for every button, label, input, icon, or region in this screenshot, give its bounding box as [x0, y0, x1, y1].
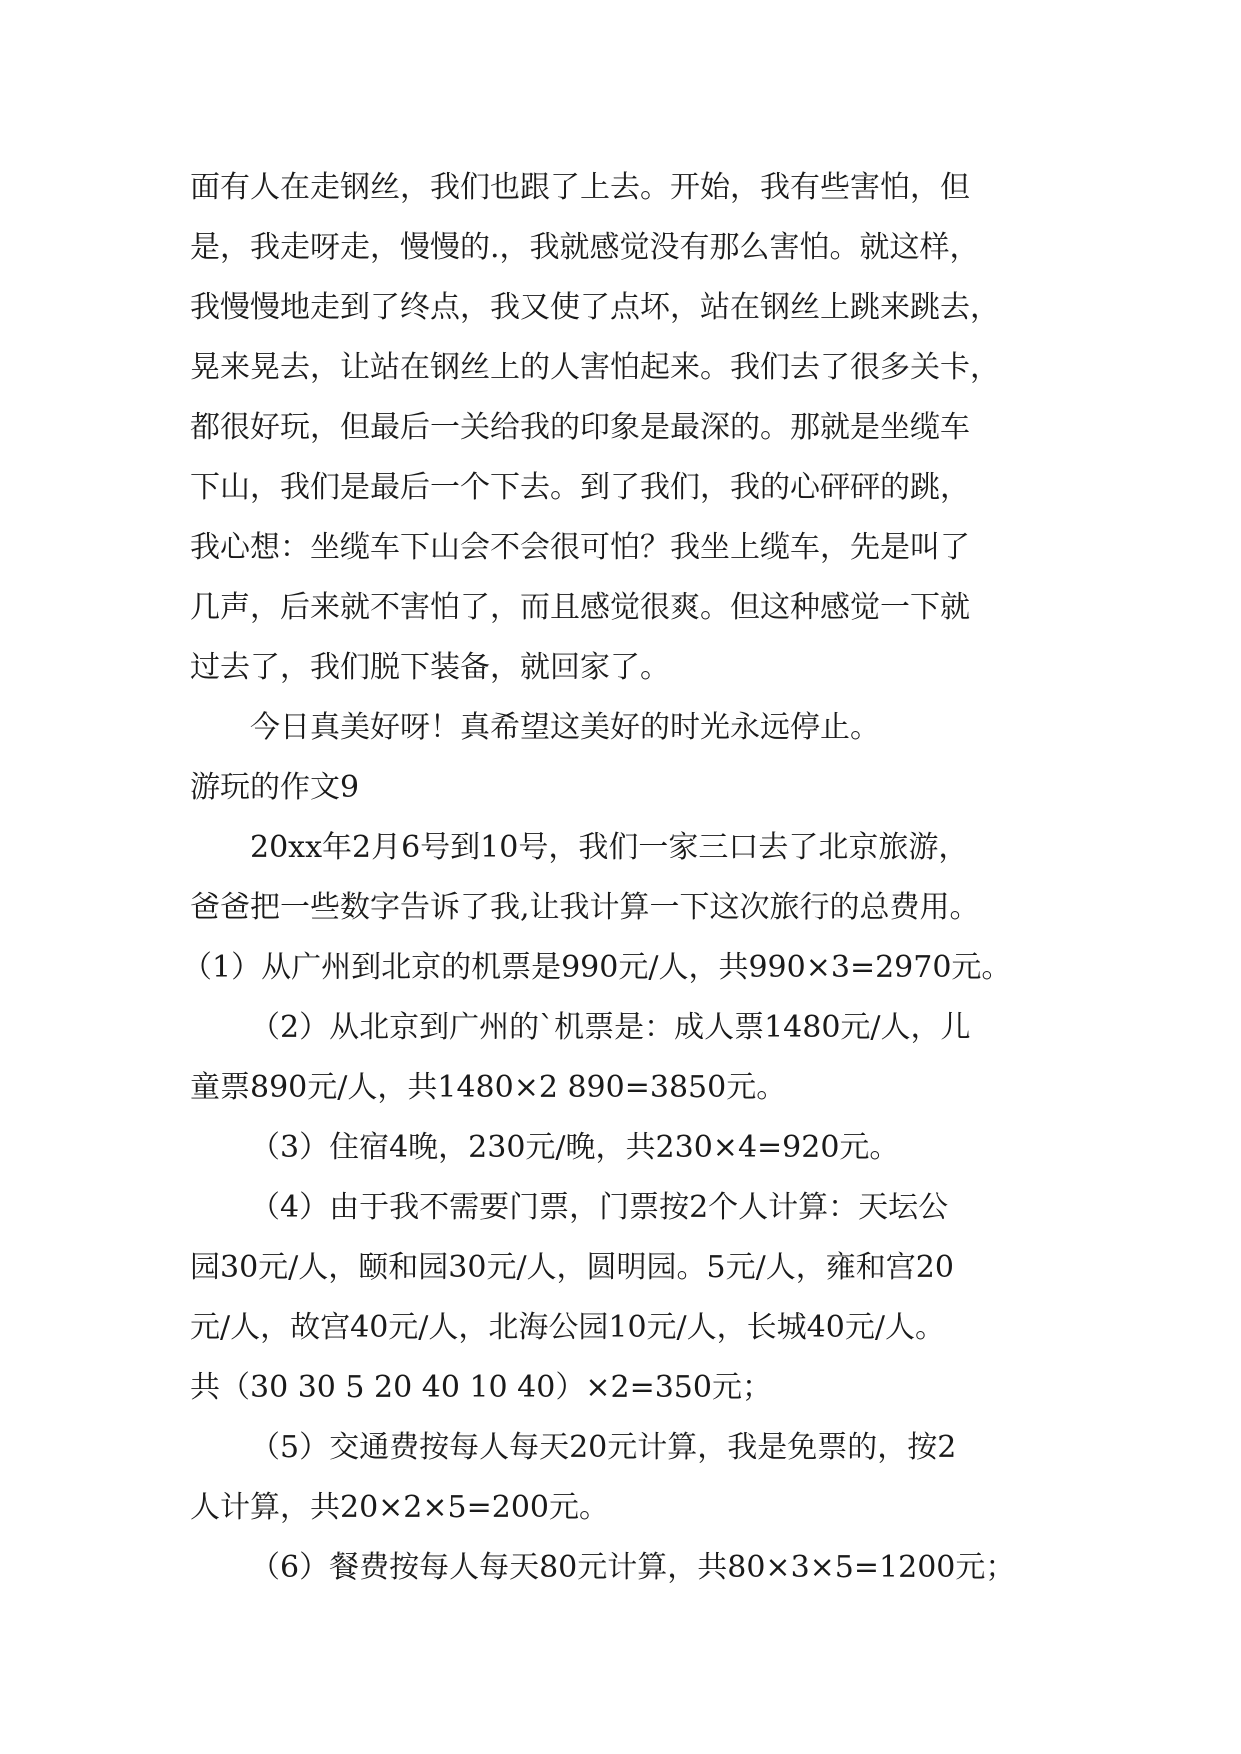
paragraph-line: 园30元/人，颐和园30元/人，圆明园。5元/人，雍和宫20: [190, 1250, 954, 1285]
paragraph-line: （6）餐费按每人每天80元计算，共80×3×5=1200元；: [250, 1550, 1016, 1585]
paragraph-line: 我心想：坐缆车下山会不会很可怕？我坐上缆车，先是叫了: [190, 530, 970, 565]
paragraph-line: 下山，我们是最后一个下去。到了我们，我的心砰砰的跳，: [190, 470, 970, 505]
paragraph-line: 过去了，我们脱下装备，就回家了。: [190, 650, 670, 685]
paragraph-line: 面有人在走钢丝，我们也跟了上去。开始，我有些害怕，但: [190, 170, 970, 205]
paragraph-line: 童票890元/人，共1480×2 890=3850元。: [190, 1070, 787, 1105]
paragraph-line: 是，我走呀走，慢慢的.，我就感觉没有那么害怕。就这样，: [190, 230, 980, 265]
paragraph-line: 元/人，故宫40元/人，北海公园10元/人，长城40元/人。: [190, 1310, 945, 1345]
paragraph-line: （3）住宿4晚，230元/晚，共230×4=920元。: [250, 1130, 900, 1165]
paragraph-line: 人计算，共20×2×5=200元。: [190, 1490, 610, 1525]
section-heading: 游玩的作文9: [190, 770, 360, 805]
paragraph-line: （4）由于我不需要门票，门票按2个人计算：天坛公: [250, 1190, 949, 1225]
document-body: [182, 158, 1070, 1598]
paragraph-line: 共（30 30 5 20 40 10 40）×2=350元；: [190, 1370, 772, 1405]
paragraph-line: 今日真美好呀！真希望这美好的时光永远停止。: [250, 710, 880, 745]
paragraph-line: 都很好玩，但最后一关给我的印象是最深的。那就是坐缆车: [190, 410, 970, 445]
paragraph-line: （2）从北京到广州的`机票是：成人票1480元/人，儿: [250, 1010, 971, 1045]
paragraph-line: 几声，后来就不害怕了，而且感觉很爽。但这种感觉一下就: [190, 590, 970, 625]
paragraph-line: 我慢慢地走到了终点，我又使了点坏，站在钢丝上跳来跳去，: [190, 290, 1000, 325]
paragraph-line: 20xx年2月6号到10号，我们一家三口去了北京旅游，: [250, 830, 969, 865]
paragraph-line: 晃来晃去，让站在钢丝上的人害怕起来。我们去了很多关卡，: [190, 350, 1000, 385]
paragraph-line: （5）交通费按每人每天20元计算，我是免票的，按2: [250, 1430, 957, 1465]
paragraph-line: （1）从广州到北京的机票是990元/人，共990×3=2970元。: [182, 950, 1012, 985]
paragraph-line: 爸爸把一些数字告诉了我,让我计算一下这次旅行的总费用。: [190, 890, 980, 925]
